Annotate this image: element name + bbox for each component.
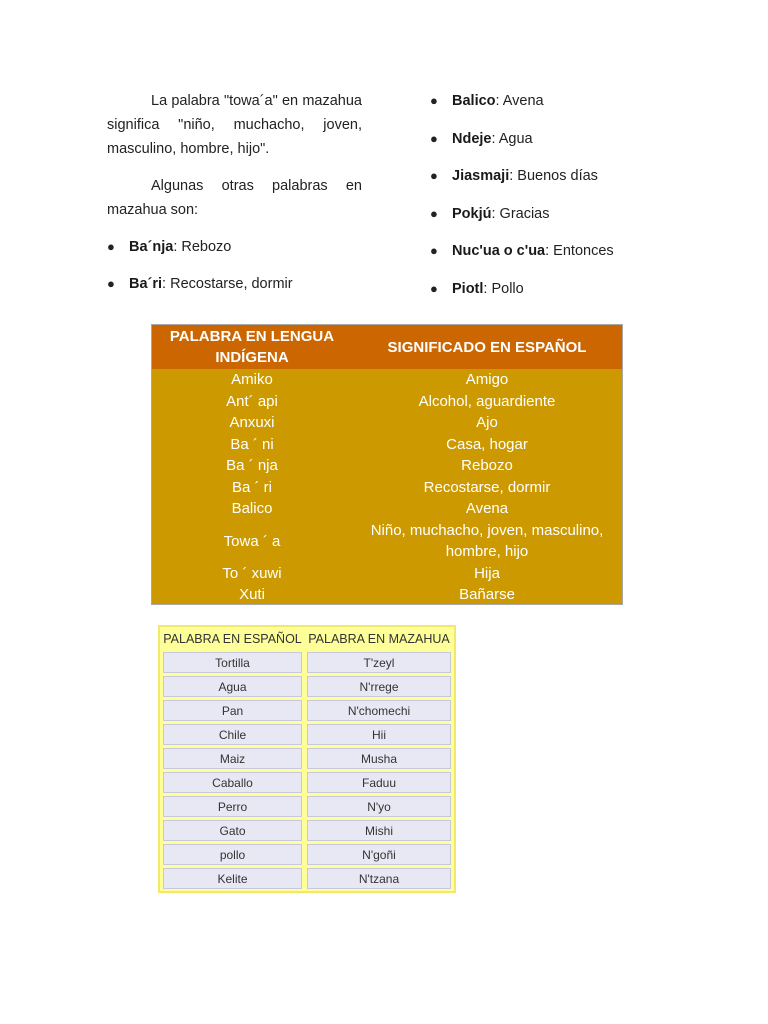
intro-paragraph: La palabra "towa´a" en mazahua significa "niño, muchacho, joven, masculino, hombre, hijo". (107, 93, 362, 157)
spanish-meaning-cell: Recostarse, dormir (423, 478, 551, 496)
header-indigenous-word: PALABRA EN LENGUA INDÍGENA (169, 328, 335, 366)
spanish-word-cell: Gato (163, 820, 302, 841)
list-item (107, 235, 362, 259)
table-row (163, 724, 451, 745)
spanish-word-cell: Tortilla (163, 652, 302, 673)
indigenous-words-table (151, 324, 623, 605)
mazahua-word-cell: N'yo (307, 796, 451, 817)
term-meaning: : Recostarse, dormir (162, 276, 293, 292)
mazahua-term: Balico (452, 93, 496, 109)
table-row (152, 434, 622, 456)
table-row (163, 652, 451, 673)
term-meaning: : Gracias (491, 205, 550, 222)
list-item (430, 277, 680, 301)
table-row (152, 498, 622, 520)
term-meaning: : Buenos días (509, 168, 598, 184)
mazahua-word-cell: N'goñi (307, 844, 451, 865)
bullet-icon: ● (430, 205, 438, 221)
indigenous-word-cell: Ant´ api (226, 392, 278, 410)
mazahua-term: Piotl (452, 280, 484, 297)
mazahua-term: Ba´nja (129, 239, 174, 255)
mazahua-word-cell: Hii (307, 724, 451, 745)
list-item (430, 127, 680, 151)
spanish-meaning-cell: Avena (465, 500, 509, 518)
list-item (107, 272, 362, 296)
term-meaning: : Avena (495, 93, 544, 109)
bullet-icon: ● (430, 168, 438, 183)
word-list-right (430, 89, 680, 301)
spanish-meaning-cell: Ajo (476, 414, 498, 432)
indigenous-word-cell: Amiko (231, 371, 273, 389)
right-column (430, 89, 680, 301)
term-meaning: : Pollo (483, 280, 524, 297)
header-spanish-meaning: SIGNIFICADO EN ESPAÑOL (387, 338, 587, 356)
spanish-meaning-cell: Niño, muchacho, joven, masculino, hombre, hijo (370, 522, 604, 560)
table-row (152, 584, 622, 606)
table-row (163, 676, 451, 697)
table-row (163, 844, 451, 865)
header-spanish-word: PALABRA EN ESPAÑOL (163, 632, 302, 646)
bullet-icon: ● (430, 243, 438, 258)
table-row (163, 772, 451, 793)
list-item (430, 164, 680, 188)
spanish-meaning-cell: Casa, hogar (446, 435, 528, 453)
bullet-icon: ● (430, 93, 438, 108)
spanish-meaning-cell: Hija (474, 564, 500, 582)
table-row (152, 563, 622, 585)
table-row (152, 455, 622, 477)
spanish-word-cell: Kelite (163, 868, 302, 889)
mazahua-word-cell: N'chomechi (307, 700, 451, 721)
table-row (163, 868, 451, 889)
mazahua-word-cell: N'tzana (307, 868, 451, 889)
indigenous-word-cell: To ´ xuwi (222, 564, 282, 582)
term-meaning: : Entonces (545, 243, 614, 259)
mazahua-term: Jiasmaji (452, 168, 510, 184)
spanish-word-cell: Perro (163, 796, 302, 817)
indigenous-word-cell: Ba ´ nja (226, 457, 278, 475)
spanish-word-cell: Caballo (163, 772, 302, 793)
table-header (163, 629, 451, 649)
table-row (152, 391, 622, 413)
indigenous-word-cell: Ba ´ ri (231, 478, 272, 496)
mazahua-word-cell: Mishi (307, 820, 451, 841)
bullet-icon: ● (430, 280, 438, 296)
list-item (430, 202, 680, 226)
table-row (163, 700, 451, 721)
spanish-meaning-cell: Amigo (465, 371, 509, 389)
mazahua-word-cell: N'rrege (307, 676, 451, 697)
mazahua-word-cell: Faduu (307, 772, 451, 793)
table-row (152, 520, 622, 563)
list-item (430, 89, 680, 113)
spanish-word-cell: Pan (163, 700, 302, 721)
list-intro-paragraph: Algunas otras palabras en mazahua son: (107, 178, 362, 218)
table-row (163, 796, 451, 817)
indigenous-word-cell: Xuti (239, 586, 265, 604)
table-row (163, 748, 451, 769)
bullet-icon: ● (107, 239, 115, 254)
mazahua-term: Ba´ri (129, 276, 163, 292)
spanish-meaning-cell: Rebozo (461, 457, 513, 475)
indigenous-word-cell: Balico (231, 500, 273, 518)
term-meaning: : Rebozo (173, 239, 232, 255)
table-row (163, 820, 451, 841)
list-item (430, 239, 680, 263)
table-row (152, 412, 622, 434)
mazahua-word-cell: Musha (307, 748, 451, 769)
indigenous-word-cell: Ba ´ ni (230, 435, 274, 453)
table-row (152, 477, 622, 499)
indigenous-word-cell: Anxuxi (229, 414, 275, 432)
indigenous-word-cell: Towa ´ a (223, 532, 281, 550)
spanish-word-cell: Chile (163, 724, 302, 745)
table-body (152, 369, 622, 606)
left-column (107, 89, 362, 296)
header-mazahua-word: PALABRA EN MAZAHUA (308, 632, 450, 646)
spanish-word-cell: pollo (163, 844, 302, 865)
spanish-meaning-cell: Bañarse (459, 586, 515, 604)
spanish-mazahua-table (158, 625, 456, 893)
term-meaning: : Agua (491, 130, 533, 147)
mazahua-term: Pokjú (452, 205, 492, 222)
bullet-icon: ● (430, 130, 438, 146)
mazahua-term: Ndeje (452, 130, 492, 147)
bullet-icon: ● (107, 276, 115, 291)
spanish-word-cell: Maiz (163, 748, 302, 769)
table-row (152, 369, 622, 391)
mazahua-word-cell: T'zeyl (307, 652, 451, 673)
table-header (152, 325, 622, 369)
spanish-word-cell: Agua (163, 676, 302, 697)
spanish-meaning-cell: Alcohol, aguardiente (418, 392, 556, 410)
word-list-left (107, 235, 362, 296)
mazahua-term: Nuc'ua o c'ua (452, 243, 546, 259)
